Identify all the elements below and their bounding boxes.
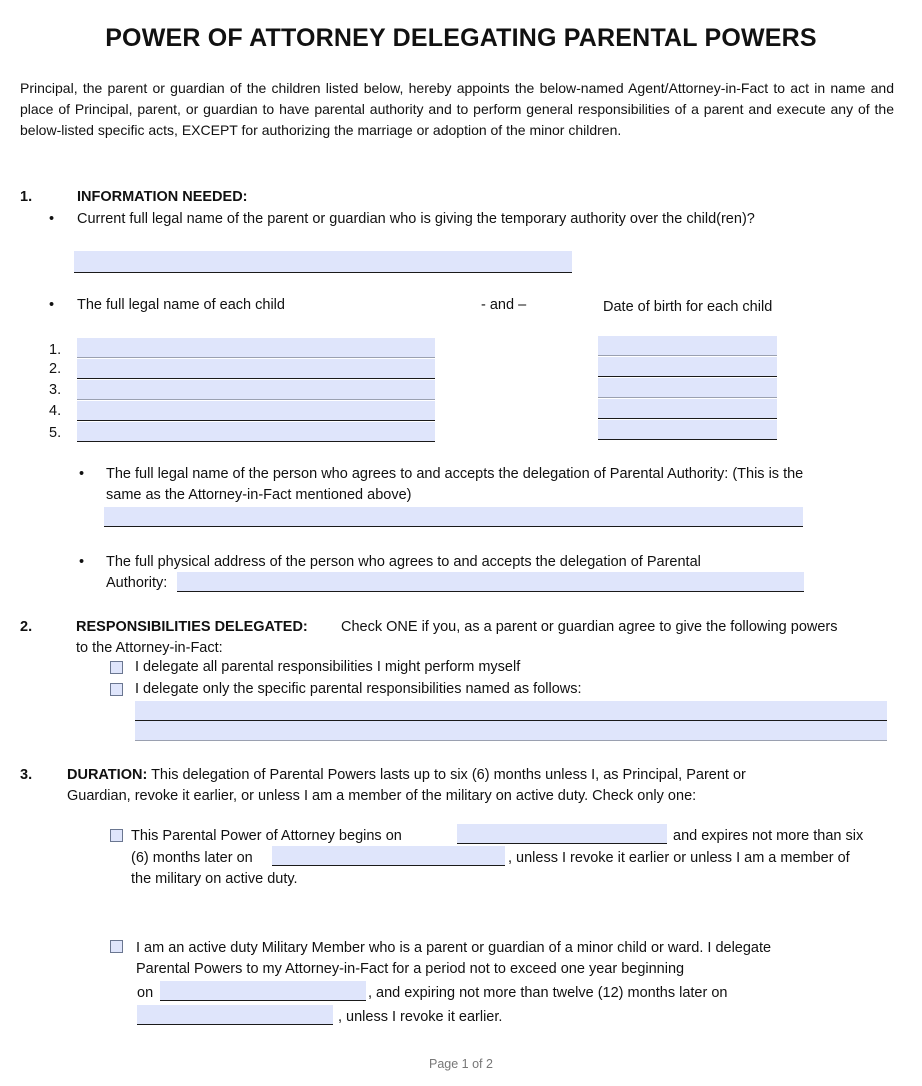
page-number: Page 1 of 2: [429, 1057, 493, 1071]
child-name-label: The full legal name of each child: [77, 297, 285, 313]
section-2-text-cont: to the Attorney-in-Fact:: [76, 640, 223, 656]
expiring-label: , and expiring not more than twelve (12) months later on: [368, 985, 728, 1001]
child-number-5: 5.: [49, 425, 62, 441]
bullet: •: [79, 466, 85, 482]
child-dob-field-4[interactable]: [598, 399, 777, 419]
section-3-text: This delegation of Parental Powers lasts up to six (6) months unless I, as Principal, Parent or: [151, 767, 746, 783]
parent-name-field[interactable]: [74, 251, 572, 273]
months-later-label: (6) months later on: [131, 850, 253, 866]
child-number-1: 1.: [49, 342, 62, 358]
military-option-text-cont: Parental Powers to my Attorney-in-Fact for a period not to exceed one year beginning: [136, 961, 685, 977]
military-duration-checkbox[interactable]: [110, 940, 123, 953]
child-number-4: 4.: [49, 403, 62, 419]
section-2-text: Check ONE if you, as a parent or guardian agree to give the following powers: [341, 619, 838, 635]
section-1-number: 1.: [20, 189, 33, 205]
parent-name-question: Current full legal name of the parent or guardian who is giving the temporary authority over the child(ren)?: [77, 211, 755, 227]
document-title: POWER OF ATTORNEY DELEGATING PARENTAL POWERS: [105, 24, 817, 52]
expires-label: and expires not more than six: [673, 828, 864, 844]
bullet: •: [49, 297, 55, 313]
delegate-all-label: I delegate all parental responsibilities I might perform myself: [135, 659, 521, 675]
delegate-specific-checkbox[interactable]: [110, 683, 123, 696]
child-name-field-1[interactable]: [77, 338, 435, 358]
child-dob-field-1[interactable]: [598, 336, 777, 356]
section-3-heading: DURATION:: [67, 767, 148, 783]
intro-paragraph: Principal, the parent or guardian of the children listed below, hereby appoints the below-named Agent/Attorney-in-Fact to act in name and place of Principal, parent, or guardian to have parental authority and to perform general responsibilities of a parent and execute any of the below-listed specific acts, EXCEPT for authorizing the marriage or adoption of the minor children.: [20, 80, 894, 138]
agent-address-field[interactable]: [177, 572, 804, 592]
begin-date-field[interactable]: [457, 824, 667, 844]
specific-responsibilities-field-1[interactable]: [135, 701, 887, 721]
military-begin-date-field[interactable]: [160, 981, 366, 1001]
revoke-earlier-label: , unless I revoke it earlier.: [338, 1009, 503, 1025]
agent-name-field[interactable]: [104, 507, 803, 527]
agent-address-label: Authority:: [106, 575, 168, 591]
section-3-text-cont: Guardian, revoke it earlier, or unless I am a member of the military on active duty. Check only one:: [67, 788, 697, 804]
agent-name-question-cont: same as the Attorney-in-Fact mentioned above): [106, 487, 412, 503]
child-name-field-2[interactable]: [77, 359, 435, 379]
agent-name-question: The full legal name of the person who agrees to and accepts the delegation of Parental Authority: (This is the: [106, 466, 804, 482]
child-dob-field-5[interactable]: [598, 420, 777, 440]
dob-label: Date of birth for each child: [603, 299, 773, 315]
expire-date-field[interactable]: [272, 846, 505, 866]
begins-on-label: This Parental Power of Attorney begins on: [131, 828, 402, 844]
specific-responsibilities-field-2[interactable]: [135, 721, 887, 741]
revoke-label: , unless I revoke it earlier or unless I am a member of: [508, 850, 850, 866]
child-name-field-3[interactable]: [77, 380, 435, 400]
military-label: the military on active duty.: [131, 871, 298, 887]
section-3-line1: [67, 767, 899, 784]
delegate-all-checkbox[interactable]: [110, 661, 123, 674]
military-option-text: I am an active duty Military Member who is a parent or guardian of a minor child or ward. I delegate: [136, 940, 772, 956]
section-3-number: 3.: [20, 767, 33, 783]
child-number-2: 2.: [49, 361, 62, 377]
bullet: •: [79, 554, 85, 570]
and-label: - and –: [481, 297, 527, 313]
section-2-heading: RESPONSIBILITIES DELEGATED:: [76, 619, 308, 635]
section-1-heading: INFORMATION NEEDED:: [77, 189, 248, 205]
child-name-field-4[interactable]: [77, 401, 435, 421]
on-label: on: [137, 985, 154, 1001]
child-number-3: 3.: [49, 382, 62, 398]
military-expire-date-field[interactable]: [137, 1005, 333, 1025]
section-2-number: 2.: [20, 619, 33, 635]
standard-duration-checkbox[interactable]: [110, 829, 123, 842]
child-dob-field-3[interactable]: [598, 378, 777, 398]
agent-address-question: The full physical address of the person who agrees to and accepts the delegation of Parental: [106, 554, 701, 570]
delegate-specific-label: I delegate only the specific parental responsibilities named as follows:: [135, 681, 582, 697]
child-name-field-5[interactable]: [77, 422, 435, 442]
child-dob-field-2[interactable]: [598, 357, 777, 377]
bullet: •: [49, 211, 55, 227]
